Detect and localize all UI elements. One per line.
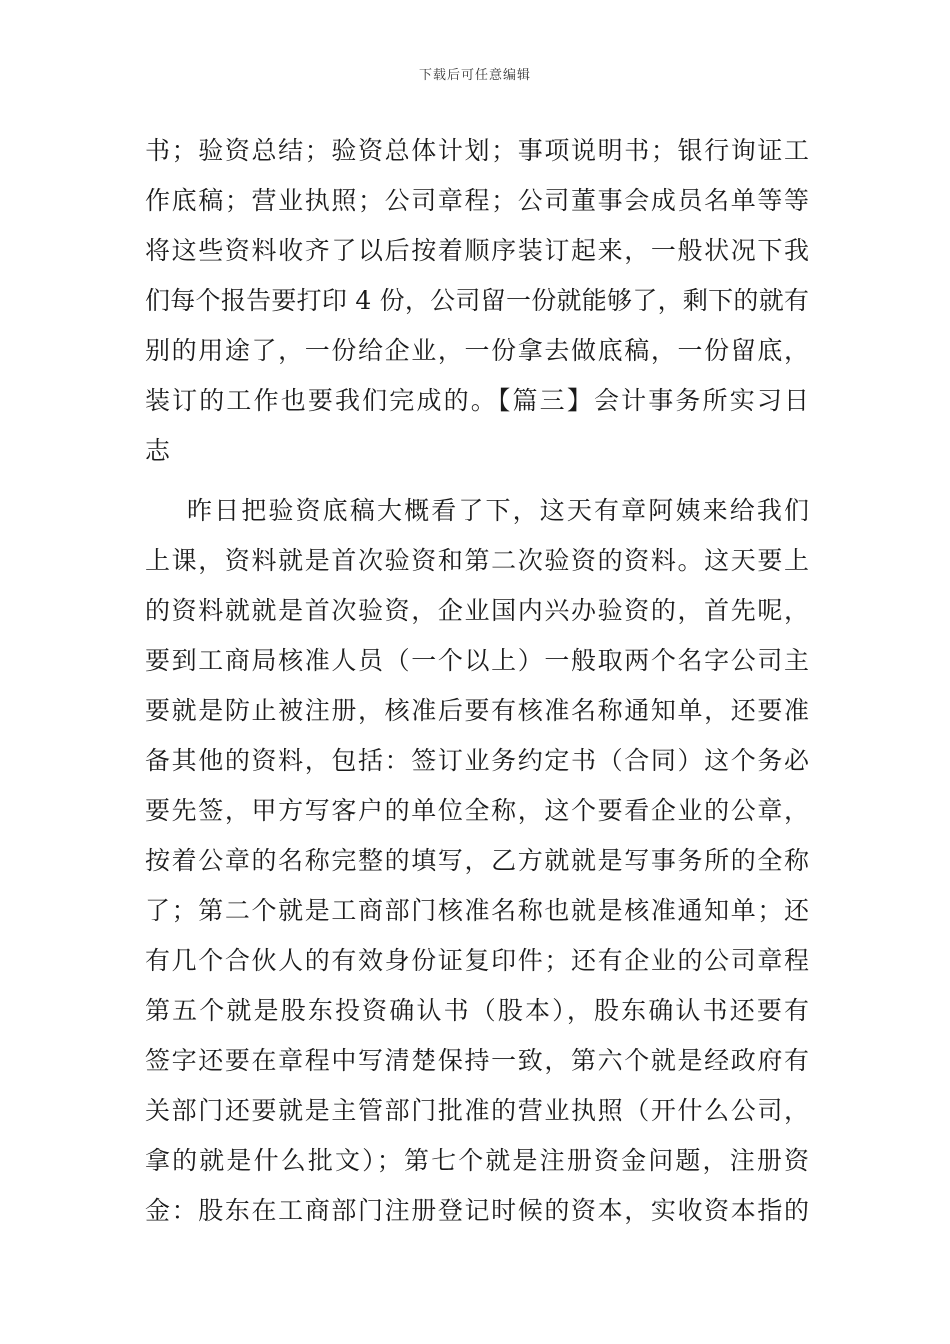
text-line: 有几个合伙人的有效身份证复印件；还有企业的公司章程 xyxy=(145,946,809,975)
text-line: 上课，资料就是首次验资和第二次验资的资料。这天要上 xyxy=(145,546,809,575)
text-line: 昨日把验资底稿大概看了下，这天有章阿姨来给我们 xyxy=(187,496,809,525)
text-line: 要先签，甲方写客户的单位全称，这个要看企业的公章， xyxy=(145,796,809,825)
paragraph-1 xyxy=(145,126,809,476)
text-line: 拿的就是什么批文）；第七个就是注册资金问题，注册资 xyxy=(145,1146,809,1175)
text-line: 按着公章的名称完整的填写，乙方就就是写事务所的全称 xyxy=(145,846,809,875)
text-line: 要到工商局核准人员（一个以上）一般取两个名字公司主 xyxy=(145,646,809,675)
text-line: 金：股东在工商部门注册登记时候的资本，实收资本指的 xyxy=(145,1196,809,1225)
text-line: 书；验资总结；验资总体计划；事项说明书；银行询证工 xyxy=(145,136,809,165)
text-line: 们每个报告要打印 4 份，公司留一份就能够了，剩下的就有 xyxy=(145,286,809,315)
text-line: 要就是防止被注册，核准后要有核准名称通知单，还要准 xyxy=(145,696,809,725)
text-line: 志 xyxy=(145,436,171,465)
text-line: 将这些资料收齐了以后按着顺序装订起来，一般状况下我 xyxy=(145,236,809,265)
text-line: 了；第二个就是工商部门核准名称也就是核准通知单；还 xyxy=(145,896,809,925)
text-line: 装订的工作也要我们完成的。【篇三】会计事务所实习日 xyxy=(145,386,809,415)
document-body xyxy=(145,126,809,1236)
text-line: 的资料就就是首次验资，企业国内兴办验资的，首先呢， xyxy=(145,596,809,625)
paragraph-2 xyxy=(145,486,809,1236)
text-line: 第五个就是股东投资确认书（股本），股东确认书还要有 xyxy=(145,996,809,1025)
text-line: 作底稿；营业执照；公司章程；公司董事会成员名单等等 xyxy=(145,186,809,215)
page-header: 下载后可任意编辑 xyxy=(418,68,531,83)
text-line: 签字还要在章程中写清楚保持一致，第六个就是经政府有 xyxy=(145,1046,809,1075)
text-line: 关部门还要就是主管部门批准的营业执照（开什么公司， xyxy=(145,1096,809,1125)
text-line: 备其他的资料，包括：签订业务约定书（合同）这个务必 xyxy=(145,746,809,775)
text-line: 别的用途了，一份给企业，一份拿去做底稿，一份留底， xyxy=(145,336,809,365)
paragraph-gap xyxy=(145,476,809,486)
